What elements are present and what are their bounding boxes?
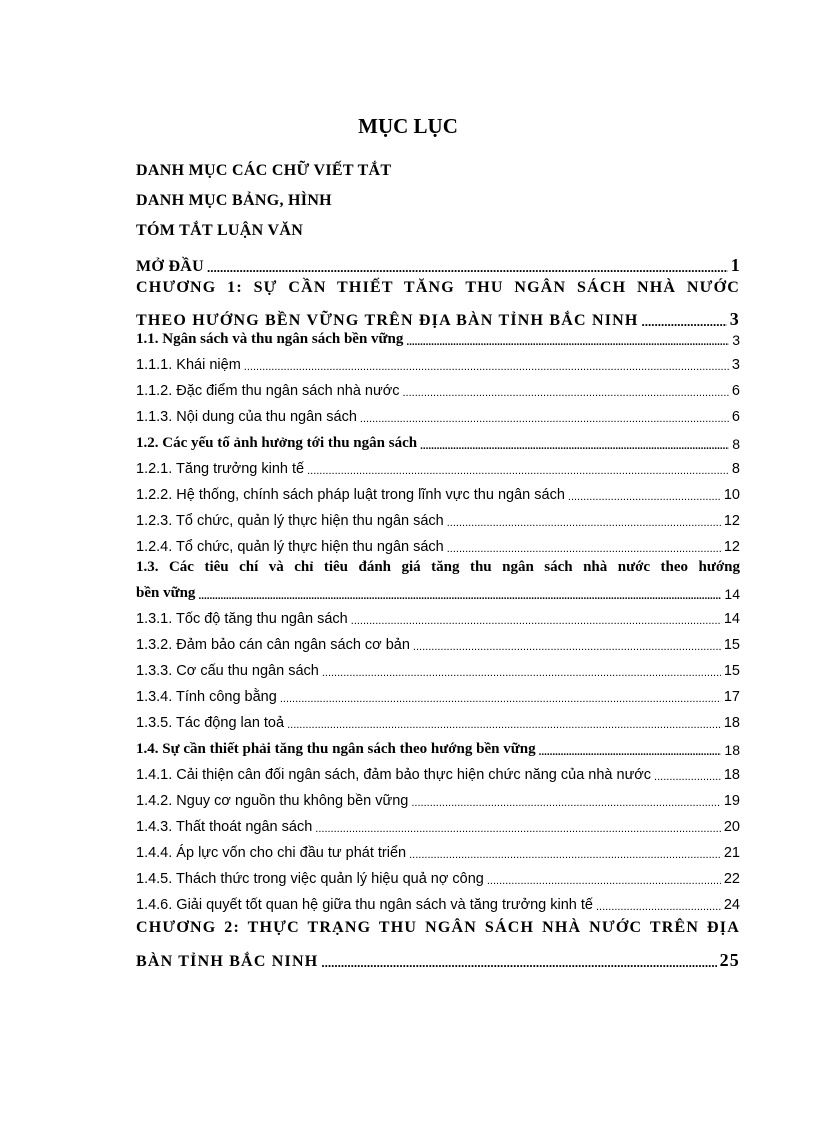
leader-dots bbox=[420, 440, 729, 452]
toc-page-number: 3 bbox=[729, 309, 740, 329]
leader-dots bbox=[568, 491, 721, 503]
toc-entry-label: 1.3.4. Tính công bằng bbox=[136, 689, 277, 705]
toc-entry-label: 1.4.6. Giải quyết tốt quan hệ giữa thu ngân sách và tăng trưởng kinh tế bbox=[136, 897, 593, 913]
toc-section-1-1[interactable] bbox=[136, 331, 740, 348]
toc-entry-label: 1.2.3. Tổ chức, quản lý thực hiện thu ngân sách bbox=[136, 513, 444, 529]
leader-dots bbox=[280, 693, 721, 705]
leader-dots bbox=[322, 667, 721, 679]
toc-page-number: 12 bbox=[723, 539, 740, 555]
leader-dots bbox=[198, 590, 721, 602]
toc-entry-label: 1.1.2. Đặc điểm thu ngân sách nhà nước bbox=[136, 383, 400, 399]
toc-page-number: 10 bbox=[723, 487, 740, 503]
toc-page-number: 17 bbox=[723, 689, 740, 705]
leader-dots bbox=[315, 823, 721, 835]
toc-entry-label: 1.2.2. Hệ thống, chính sách pháp luật trong lĩnh vực thu ngân sách bbox=[136, 487, 565, 503]
toc-entry-label: bền vững bbox=[136, 585, 196, 601]
toc-entry-1-1-1[interactable] bbox=[136, 357, 740, 373]
toc-entry-1-4-1[interactable] bbox=[136, 767, 740, 783]
toc-entry-1-2-3[interactable] bbox=[136, 513, 740, 529]
leader-dots bbox=[539, 746, 722, 758]
toc-entry-label: 1.4.1. Cải thiện cân đối ngân sách, đảm bảo thực hiện chức năng của nhà nước bbox=[136, 767, 652, 783]
toc-entry-1-3-3[interactable] bbox=[136, 663, 740, 679]
toc-entry-1-3-5[interactable] bbox=[136, 715, 740, 731]
toc-entry-introduction[interactable] bbox=[136, 252, 740, 276]
toc-page-number: 25 bbox=[719, 950, 740, 970]
toc-entry-1-4-5[interactable] bbox=[136, 871, 740, 887]
toc-entry-tables-figures[interactable] bbox=[136, 192, 740, 210]
leader-dots bbox=[406, 336, 729, 348]
toc-entry-label: TÓM TẮT LUẬN VĂN bbox=[136, 222, 304, 239]
leader-dots bbox=[321, 955, 716, 971]
toc-entry-label: 1.1. Ngân sách và thu ngân sách bền vững bbox=[136, 331, 404, 347]
toc-page-number: 18 bbox=[723, 767, 740, 783]
toc-title: MỤC LỤC bbox=[358, 114, 458, 138]
toc-section-1-3[interactable] bbox=[136, 585, 740, 602]
toc-entry-1-2-1[interactable] bbox=[136, 461, 740, 477]
toc-entry-label: DANH MỤC CÁC CHỮ VIẾT TẮT bbox=[136, 162, 392, 179]
toc-page-number: 19 bbox=[723, 793, 740, 809]
toc-entry-1-3-2[interactable] bbox=[136, 637, 740, 653]
toc-entry-summary[interactable] bbox=[136, 222, 740, 240]
leader-dots bbox=[596, 901, 721, 913]
leader-dots bbox=[360, 413, 729, 425]
leader-dots bbox=[287, 719, 721, 731]
toc-page-number: 8 bbox=[732, 436, 740, 452]
toc-entry-label: BÀN TỈNH BẮC NINH bbox=[136, 953, 319, 970]
leader-dots bbox=[642, 314, 727, 330]
toc-entry-label: 1.4.5. Thách thức trong việc quản lý hiệu quả nợ công bbox=[136, 871, 484, 887]
toc-entry-label: 1.3.5. Tác động lan toả bbox=[136, 715, 285, 731]
toc-page-number: 18 bbox=[724, 742, 740, 758]
toc-entry-label: MỞ ĐẦU bbox=[136, 258, 205, 275]
toc-entry-label: 1.1.3. Nội dung của thu ngân sách bbox=[136, 409, 357, 425]
toc-entry-label: 1.3.3. Cơ cấu thu ngân sách bbox=[136, 663, 319, 679]
toc-page-number: 24 bbox=[723, 897, 740, 913]
leader-dots bbox=[411, 797, 721, 809]
toc-page-number: 3 bbox=[731, 357, 740, 373]
leader-dots bbox=[487, 875, 721, 887]
toc-chapter-1[interactable] bbox=[136, 304, 740, 330]
toc-page-number: 14 bbox=[724, 586, 740, 602]
toc-entry-label: 1.2. Các yếu tố ảnh hưởng tới thu ngân sách bbox=[136, 435, 418, 451]
toc-page-number: 1 bbox=[730, 255, 740, 275]
toc-entry-1-4-6[interactable] bbox=[136, 897, 740, 913]
leader-dots bbox=[447, 543, 721, 555]
toc-page-number: 14 bbox=[723, 611, 740, 627]
toc-entry-label: THEO HƯỚNG BỀN VỮNG TRÊN ĐỊA BÀN TỈNH BẮC NINH bbox=[136, 312, 639, 329]
leader-dots bbox=[351, 615, 721, 627]
toc-page-number: 18 bbox=[723, 715, 740, 731]
toc-entry-label: 1.4.4. Áp lực vốn cho chi đầu tư phát triển bbox=[136, 845, 407, 861]
toc-page-number: 21 bbox=[723, 845, 740, 861]
toc-entry-label: 1.3.1. Tốc độ tăng thu ngân sách bbox=[136, 611, 348, 627]
toc-page-number: 22 bbox=[723, 871, 740, 887]
toc-section-1-4[interactable] bbox=[136, 741, 740, 758]
leader-dots bbox=[413, 641, 721, 653]
leader-dots bbox=[402, 387, 728, 399]
leader-dots bbox=[244, 361, 729, 373]
leader-dots bbox=[409, 849, 721, 861]
toc-page-number: 15 bbox=[723, 637, 740, 653]
toc-entry-label: 1.2.4. Tổ chức, quản lý thực hiện thu ngân sách bbox=[136, 539, 444, 555]
leader-dots bbox=[654, 771, 721, 783]
toc-page-number: 12 bbox=[723, 513, 740, 529]
toc-entry-1-4-2[interactable] bbox=[136, 793, 740, 809]
toc-page-number: 20 bbox=[723, 819, 740, 835]
toc-entry-label: 1.2.1. Tăng trưởng kinh tế bbox=[136, 461, 305, 477]
toc-entry-label: 1.4. Sự cần thiết phải tăng thu ngân sách theo hướng bền vững bbox=[136, 741, 536, 757]
toc-entry-1-3-4[interactable] bbox=[136, 689, 740, 705]
toc-section-1-2[interactable] bbox=[136, 435, 740, 452]
toc-entry-1-3-1[interactable] bbox=[136, 611, 740, 627]
toc-entry-1-2-2[interactable] bbox=[136, 487, 740, 503]
toc-page-number: 6 bbox=[731, 383, 740, 399]
toc-chapter-1-line1[interactable]: CHƯƠNG 1: SỰ CẦN THIẾT TĂNG THU NGÂN SÁCH NHÀ NƯỚC bbox=[136, 279, 740, 296]
toc-entry-label: 1.3.2. Đảm bảo cán cân ngân sách cơ bản bbox=[136, 637, 410, 653]
toc-page-number: 6 bbox=[731, 409, 740, 425]
toc-entry-abbreviations[interactable] bbox=[136, 162, 740, 180]
toc-page-number: 3 bbox=[732, 332, 740, 348]
toc-entry-label: 1.4.2. Nguy cơ nguồn thu không bền vững bbox=[136, 793, 409, 809]
toc-page-number: 8 bbox=[731, 461, 740, 477]
toc-entry-1-1-3[interactable] bbox=[136, 409, 740, 425]
toc-chapter-2[interactable] bbox=[136, 945, 740, 971]
toc-entry-label: 1.4.3. Thất thoát ngân sách bbox=[136, 819, 313, 835]
toc-page-number: 15 bbox=[723, 663, 740, 679]
leader-dots bbox=[447, 517, 721, 529]
toc-section-1-3-line1[interactable]: 1.3. Các tiêu chí và chỉ tiêu đánh giá tăng thu ngân sách nhà nước theo hướng bbox=[136, 559, 740, 575]
toc-entry-label: DANH MỤC BẢNG, HÌNH bbox=[136, 192, 332, 209]
toc-entry-1-4-4[interactable] bbox=[136, 845, 740, 861]
toc-chapter-2-line1[interactable]: CHƯƠNG 2: THỰC TRẠNG THU NGÂN SÁCH NHÀ NƯỚC TRÊN ĐỊA bbox=[136, 919, 740, 936]
toc-entry-1-2-4[interactable] bbox=[136, 539, 740, 555]
leader-dots bbox=[207, 260, 728, 276]
leader-dots bbox=[307, 465, 729, 477]
toc-entry-1-1-2[interactable] bbox=[136, 383, 740, 399]
toc-entry-label: 1.1.1. Khái niệm bbox=[136, 357, 241, 373]
toc-entry-1-4-3[interactable] bbox=[136, 819, 740, 835]
